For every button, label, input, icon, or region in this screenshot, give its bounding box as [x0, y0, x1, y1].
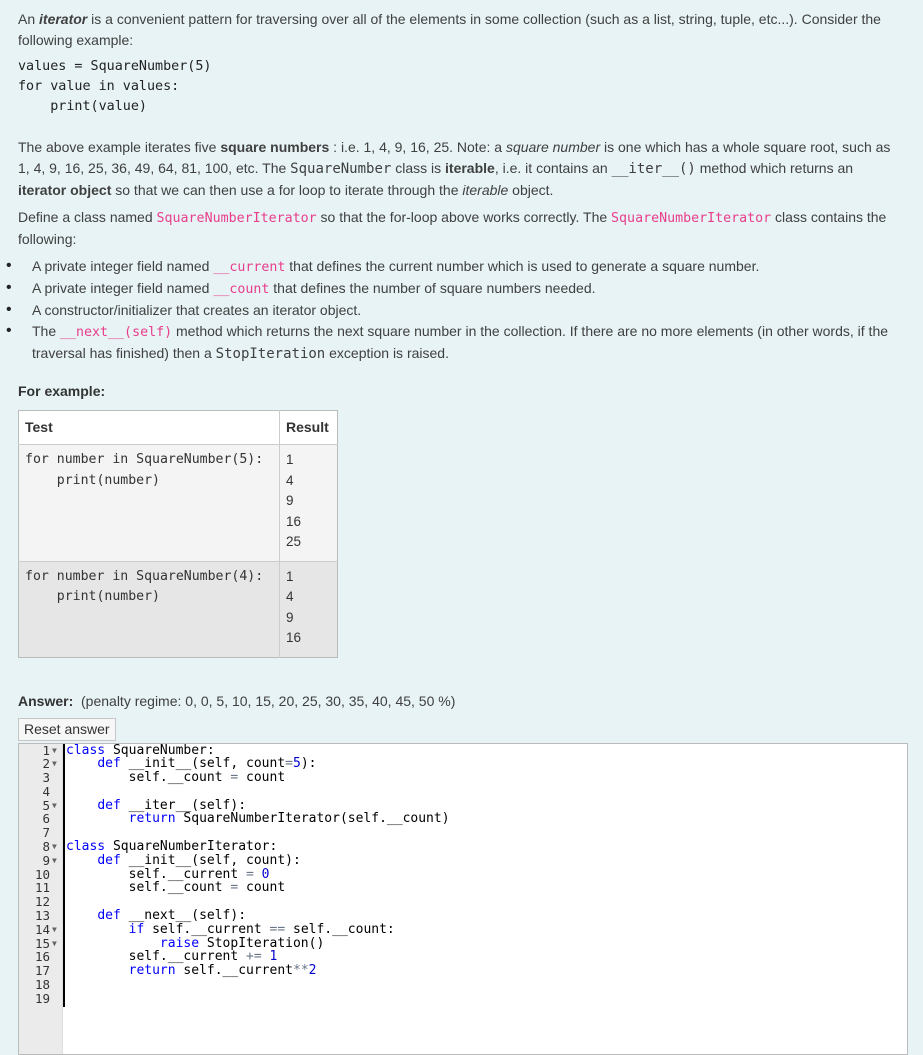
editor-line[interactable]	[19, 895, 67, 909]
code-text[interactable]: return SquareNumberIterator(self.__count)	[128, 811, 450, 827]
line-number: 6	[42, 811, 50, 827]
editor-lines[interactable]	[19, 742, 450, 1006]
code-text[interactable]: def __iter__(self):	[97, 797, 247, 813]
code-editor[interactable]	[18, 743, 908, 1055]
code-text[interactable]: self.__count = count	[66, 880, 286, 896]
editor-line[interactable]	[19, 935, 325, 951]
penalty-regime: (penalty regime: 0, 0, 5, 10, 15, 20, 25, 30, 35, 40, 45, 50 %)	[81, 692, 456, 709]
class-name-code: SquareNumberIterator	[156, 211, 317, 226]
line-number: 15	[34, 935, 50, 951]
line-number: 16	[34, 949, 50, 965]
editor-line[interactable]	[19, 852, 301, 868]
line-number: 19	[34, 990, 50, 1006]
editor-line[interactable]	[19, 880, 286, 896]
test-cell: for number in SquareNumber(5): print(number)	[19, 445, 280, 562]
editor-line[interactable]	[19, 978, 67, 992]
editor-line[interactable]	[19, 866, 270, 882]
fold-arrow-icon[interactable]: ▼	[52, 938, 57, 948]
iterator-term: iterator	[39, 11, 88, 27]
fold-arrow-icon[interactable]: ▼	[52, 924, 57, 934]
line-number: 1	[42, 742, 50, 758]
line-number: 7	[42, 825, 50, 841]
list-item: • A private integer field named __current that defines the current number which is used to generate a square number.	[18, 256, 904, 278]
code-text[interactable]: raise StopIteration()	[159, 935, 325, 951]
editor-line[interactable]	[19, 992, 67, 1006]
requirements-list	[18, 256, 904, 365]
line-number: 17	[34, 963, 50, 979]
fold-arrow-icon[interactable]: ▼	[52, 855, 57, 865]
code-text[interactable]: self.__current += 1	[66, 949, 278, 965]
line-number: 12	[34, 894, 50, 910]
code-text[interactable]: class SquareNumberIterator:	[66, 839, 278, 855]
result-cell: 1 4 9 16 25	[280, 445, 338, 562]
line-number: 13	[34, 908, 50, 924]
line-number: 18	[34, 977, 50, 993]
editor-line[interactable]	[19, 826, 67, 840]
editor-line[interactable]	[19, 797, 247, 813]
class-name-code: SquareNumberIterator	[611, 211, 772, 226]
code-text[interactable]: self.__count = count	[66, 770, 286, 786]
editor-line[interactable]	[19, 949, 278, 965]
editor-line[interactable]	[19, 908, 247, 924]
line-number: 9	[42, 852, 50, 868]
fold-arrow-icon[interactable]: ▼	[52, 759, 57, 769]
code-text[interactable]: def __next__(self):	[97, 908, 247, 924]
code-text[interactable]: class SquareNumber:	[66, 742, 215, 758]
line-number: 14	[34, 921, 50, 937]
fold-arrow-icon[interactable]: ▼	[52, 745, 57, 755]
editor-line[interactable]	[19, 770, 286, 786]
list-item: • A private integer field named __count that defines the number of square numbers needed.	[18, 278, 904, 300]
reset-answer-button[interactable]: Reset answer	[18, 718, 116, 741]
answer-label: Answer: (penalty regime: 0, 0, 5, 10, 15, 20, 25, 30, 35, 40, 45, 50 %)	[18, 692, 456, 709]
line-number: 5	[42, 797, 50, 813]
editor-line[interactable]	[19, 785, 67, 799]
list-item: • A constructor/initializer that creates an iterator object.	[18, 300, 904, 321]
text-cursor	[63, 744, 65, 1007]
editor-line[interactable]	[19, 742, 215, 758]
editor-line[interactable]	[19, 839, 278, 855]
square-numbers-paragraph: The above example iterates five square numbers : i.e. 1, 4, 9, 16, 25. Note: a square number is one which has a whole square root, such as 1, 4, 9, 16, 25, 36, 49, 64, 81, 100, etc. The SquareNumber class is iterable, i.e. it contains an __iter__() method which returns an iterator object so that we can then use a for loop to iterate through the iterable object.	[18, 139, 891, 198]
code-text[interactable]: self.__current = 0	[66, 866, 270, 882]
editor-line[interactable]	[19, 921, 395, 937]
define-class-paragraph: Define a class named SquareNumberIterator so that the for-loop above works correctly. The SquareNumberIterator class contains the following:	[18, 209, 887, 247]
table-row	[19, 445, 338, 562]
tests-table	[18, 410, 338, 658]
test-cell: for number in SquareNumber(4): print(number)	[19, 561, 280, 657]
code-text[interactable]: def __init__(self, count=5):	[97, 756, 317, 772]
code-text[interactable]: if self.__current == self.__count:	[128, 921, 395, 937]
line-number: 2	[42, 756, 50, 772]
fold-arrow-icon[interactable]: ▼	[52, 842, 57, 852]
list-item: • The __next__(self) method which returns the next square number in the collection. If there are no more elements (in other words, if the traversal has finished) then a StopIteration exception is raised.	[18, 321, 904, 365]
code-text[interactable]: return self.__current**2	[128, 963, 317, 979]
table-row	[19, 561, 338, 657]
editor-line[interactable]	[19, 811, 450, 827]
intro-paragraph: An iterator is a convenient pattern for traversing over all of the elements in some collection (such as a list, string, tuple, etc...). Consider the following example:	[18, 11, 881, 48]
result-column-header: Result	[280, 411, 338, 445]
line-number: 3	[42, 770, 50, 786]
result-cell: 1 4 9 16	[280, 561, 338, 657]
fold-arrow-icon[interactable]: ▼	[52, 800, 57, 810]
line-number: 8	[42, 839, 50, 855]
editor-line[interactable]	[19, 756, 317, 772]
code-text[interactable]: def __init__(self, count):	[97, 852, 301, 868]
test-column-header: Test	[19, 411, 280, 445]
editor-line[interactable]	[19, 963, 317, 979]
line-number: 4	[42, 783, 50, 799]
line-number: 10	[34, 866, 50, 882]
example-code: values = SquareNumber(5) for value in values: print(value)	[18, 59, 212, 114]
for-example-heading: For example:	[18, 383, 106, 399]
line-number: 11	[34, 880, 50, 896]
